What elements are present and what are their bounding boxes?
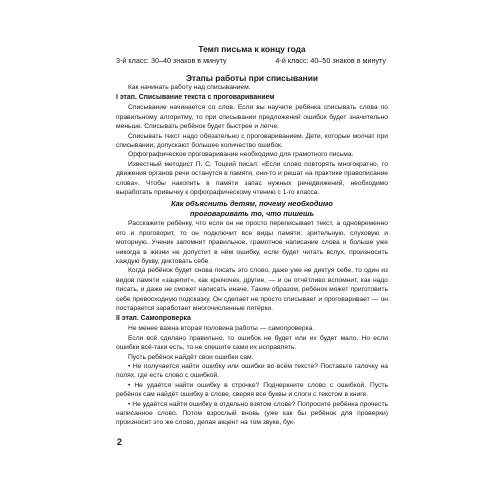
paragraph: Расскажите ребёнку, что если он не просто переписывает текст, а одновременно его и проговорит, то он подключит все виды памяти: зрительную, слуховую и моторную. Ученик запомнит правильное, грамотное написание слова и больше уже никогда в жизни не допустит в нём ошибку, если будет читать вслух, произносить каждую букву, диктовать себе. — [116, 220, 388, 265]
stages-title: Этапы работы при списывании — [185, 73, 319, 83]
italic-subheading-line1: Как объяснить детям, почему необходимо — [171, 199, 333, 209]
paragraph: Если всё сделано правильно, то ошибок не будет или их будет мало. Но если ошибки всё-таки есть, то не спешите сами их исправлять. — [116, 334, 388, 352]
bullet-item: • Не получается найти ошибку или ошибки во всём тексте? Поставьте галочку на полях, где есть слово с ошибкой. — [116, 362, 388, 380]
italic-subheading — [116, 199, 388, 218]
paragraph: Орфографическое проговаривание необходимо для грамотного письма. — [128, 151, 354, 159]
stage1-heading: I этап. Списывание текста с проговариванием — [116, 94, 275, 102]
page-title: Темп письма к концу года — [198, 44, 306, 54]
bullet-item: • Не удаётся найти ошибку в отдельно взятом слове? Попросите ребёнка прочесть написанное слово. Потом взрослый вновь (уже как бы ребёнок для проверки) произносит это же слово, делая акцент на том звуке, бук- — [116, 400, 388, 427]
paragraph: Не менее важна вторая половина работы — самопроверка. — [128, 325, 315, 333]
bullet-item: • Не удаётся найти ошибку в строчке? Подчеркните слово с ошибкой. Пусть ребёнок сам найдёт ошибку в слове, сверяя все буквы и слоги с текстом в книге. — [116, 381, 388, 399]
intro-text: Как начинать работу над списыванием. — [128, 84, 251, 91]
grade3-speed: 3-й класс: 30–40 знаков в минуту — [116, 56, 227, 65]
paragraph: Известный методист П. С. Тоцкий писал: «Если слово повторять многократно, то движения органов речи останутся в памяти, они-то и решат на практике правописание слова». Чтобы накопить в памяти запас нужных речедвижений, необходимо выработать привычку к орфографическому чтению с 1-го класса. — [116, 160, 388, 197]
paragraph: Когда ребёнок будет снова писать это слово, даже уже не диктуя себе, то один из видов памяти «зацепит», как крючочек, другие, — и он отчётливо вспомнит, как надо писать, и даже не сможет написать иначе. Таким образом, ребёнок может приготовить себе превосходную подсказку. Он сделает не просто списывает и проговаривает — он постарается заработает многочисленные пятёрки. — [116, 267, 388, 312]
paragraph: Списывать текст надо обязательно с проговариванием. Дети, которые молчат при списывании, допускают большее количество ошибок. — [116, 132, 388, 150]
stage2-heading: II этап. Самопроверка — [116, 315, 191, 323]
italic-subheading-line2: проговаривать то, что пишешь — [190, 208, 314, 218]
page-number: 2 — [117, 437, 123, 447]
paragraph: Списывание начинается со слов. Если вы научите ребёнка списывать слова по правильному алгоритму, то при списывании предложений ошибок будет значительно меньше. Списывать ребёнок будет быстрее и легче. — [116, 104, 388, 131]
paragraph: Пусть ребёнок найдёт свои ошибки сам. — [128, 353, 254, 361]
grade4-speed: 4-й класс: 40–50 знаков в минуту — [275, 56, 386, 65]
writing-speed-row — [116, 56, 386, 66]
